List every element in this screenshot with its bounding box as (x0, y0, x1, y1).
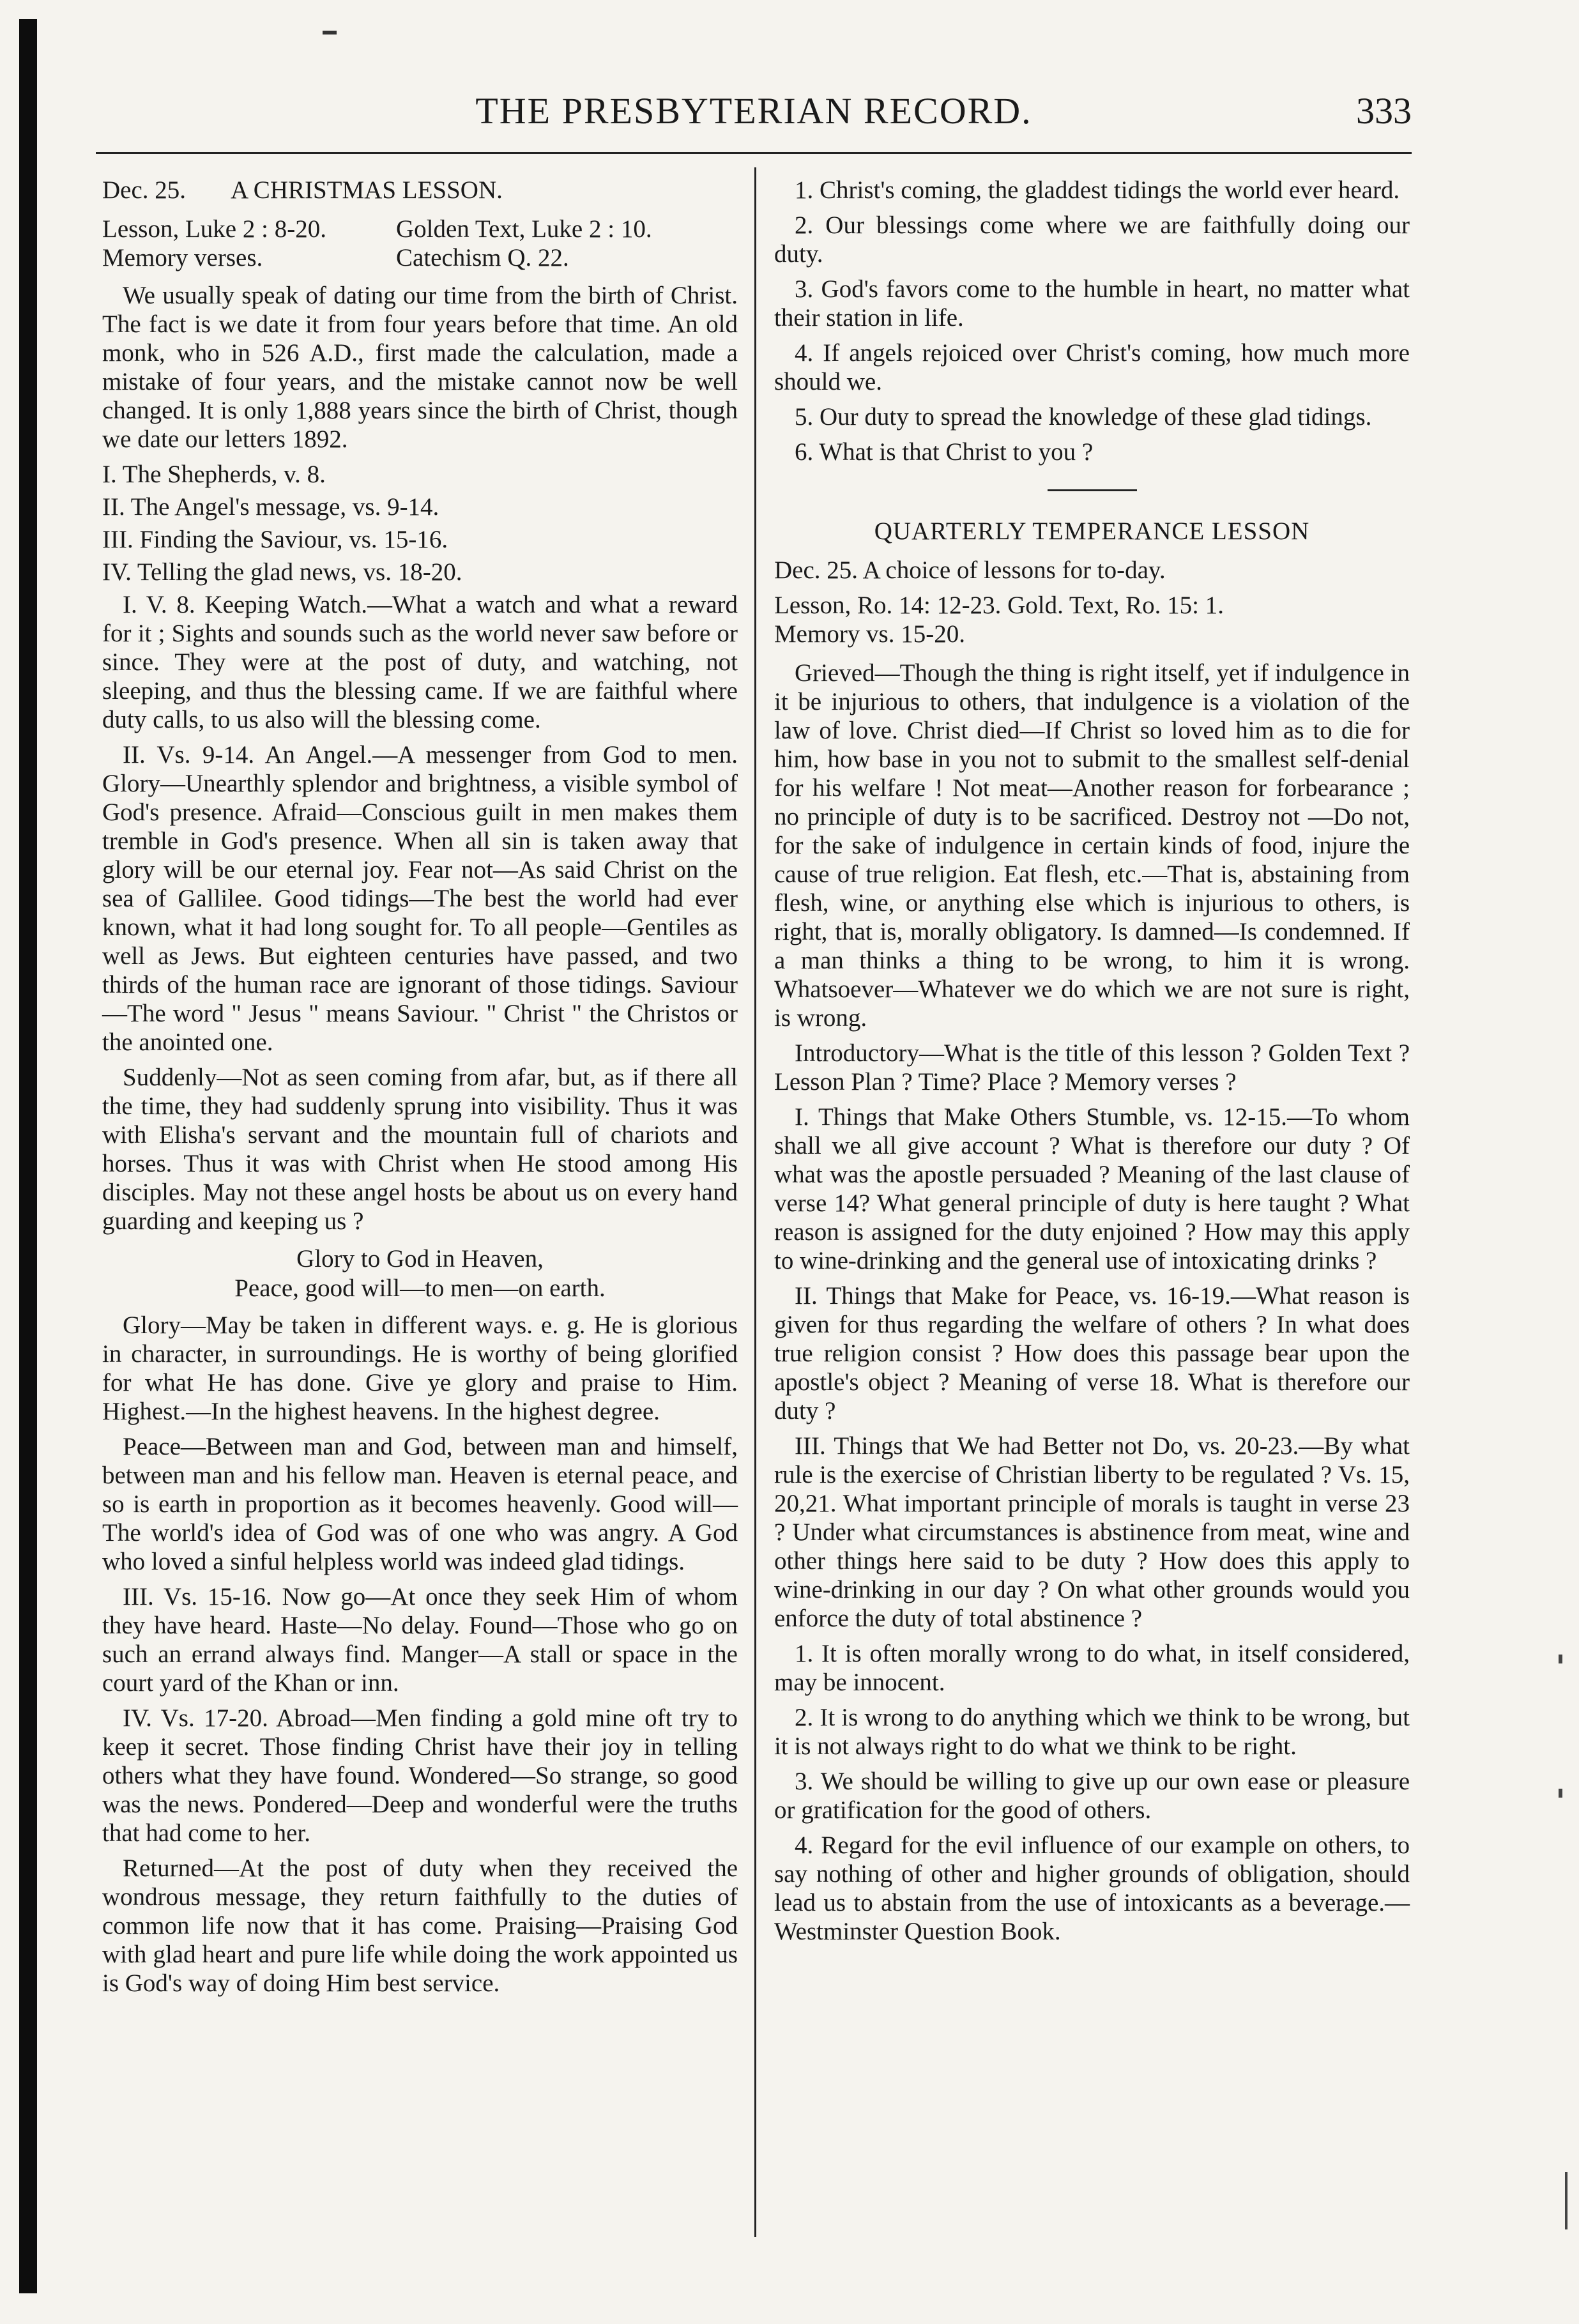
lesson-title: A CHRISTMAS LESSON. (231, 176, 503, 204)
temperance-date: Dec. 25. A choice of lessons for to-day. (774, 556, 1166, 584)
lesson-point: 3. God's favors come to the humble in heart, no matter what their station in life. (774, 275, 1410, 332)
teaching-point: 3. We should be willing to give up our own ease or pleasure or gratification for the good of others. (774, 1768, 1410, 1824)
lesson-point: 6. What is that Christ to you ? (795, 438, 1094, 466)
left-column (102, 176, 738, 2004)
paragraph-glory: Glory—May be taken in different ways. e. g. He is glorious in character, in surroundings. He is worthy of being glorified for what He has done. Give ye glory and praise to Him. Highest.—In the highest heavens. In the highest degree. (102, 1311, 738, 1425)
paragraph-keeping-watch: I. V. 8. Keeping Watch.—What a watch and what a reward for it ; Sights and sounds such as the world never saw before or since. They were at the post of duty, and watching, not sleeping, and thus the blessing came. If we are faithful where duty calls, to us also will the blessing come. (102, 591, 738, 733)
header-rule (96, 152, 1412, 154)
binding-edge (19, 19, 37, 2293)
verse-quote (102, 1244, 738, 1303)
outline-item: II. The Angel's message, vs. 9-14. (102, 493, 439, 521)
margin-speck (1565, 2172, 1568, 2229)
paragraph-peace-questions: II. Things that Make for Peace, vs. 16-19.—What reason is given for thus regarding the welfare of others ? In what does true religion consist ? How does this passage bear upon the apostle's object ? Meaning of verse 18. What is therefore our duty ? (774, 1282, 1410, 1425)
lesson-point: 1. Christ's coming, the gladdest tidings the world ever heard. (795, 176, 1400, 204)
temperance-memory: Memory vs. 15-20. (774, 620, 965, 648)
lesson-point: 2. Our blessings come where we are faithfully doing our duty. (774, 211, 1410, 268)
lesson-heading (102, 176, 738, 204)
catechism-ref: Catechism Q. 22. (396, 244, 569, 271)
lesson-meta-row-2 (102, 243, 738, 272)
verse-line: Peace, good will—to men—on earth. (234, 1274, 606, 1302)
teaching-point: 2. It is wrong to do anything which we think to be wrong, but it is not always right to do what we think to be right. (774, 1704, 1410, 1760)
temperance-lesson-ref: Lesson, Ro. 14: 12-23. Gold. Text, Ro. 15: 1. (774, 592, 1224, 619)
section-separator (1048, 489, 1137, 491)
printer-mark (323, 31, 337, 34)
paragraph-stumble: I. Things that Make Others Stumble, vs. 12-15.—To whom shall we all give account ? What is therefore our duty ? Of what was the apostle persuaded ? Meaning of the last clause of verse 14? What general principle of duty is here taught ? What reason is assigned for the duty enjoined ? How may this apply to wine-drinking and the general use of intoxicating drinks ? (774, 1103, 1410, 1274)
golden-text-ref: Golden Text, Luke 2 : 10. (396, 215, 652, 243)
lesson-meta-row-1 (102, 215, 738, 243)
column-divider (754, 167, 756, 2237)
paragraph-an-angel: II. Vs. 9-14. An Angel.—A messenger from God to men. Glory—Unearthly splendor and brightness, a visible symbol of God's presence. Afraid—Conscious guilt in men makes them tremble in God's presence. When all sin is taken away that glory will be our eternal joy. Fear not—As said Christ on the sea of Gallilee. Good tidings—The best the world had ever known, what it had long sought for. To all people—Gentiles as well as Jews. But eighteen centuries have passed, and two thirds of the human race are ignorant of those tidings. Saviour—The word " Jesus " means Saviour. " Christ " the Christos or the anointed one. (102, 741, 738, 1056)
paragraph-better-not-do: III. Things that We had Better not Do, vs. 20-23.—By what rule is the exercise of Christian liberty to be regulated ? Vs. 15, 20,21. What important principle of morals is taught in verse 23 ? Under what circumstances is abstinence from meat, wine and other things here said to be duty ? How does this apply to wine-drinking in our day ? On what other grounds would you enforce the duty of total abstinence ? (774, 1432, 1410, 1632)
margin-speck (1559, 1655, 1562, 1663)
paragraph-returned: Returned—At the post of duty when they received the wondrous message, they return faithfully to the duties of common life now that it has come. Praising—Praising God with glad heart and pure life while doing the work appointed us is God's way of doing Him best service. (102, 1854, 738, 1997)
lesson-ref: Lesson, Luke 2 : 8-20. (102, 215, 326, 243)
journal-title: THE PRESBYTERIAN RECORD. (475, 90, 1032, 132)
paragraph-peace: Peace—Between man and God, between man and himself, between man and his fellow man. Heaven is eternal peace, and so is earth in proportion as it becomes heavenly. Good will—The world's idea of God was of one who was angry. A God who loved a sinful helpless world was indeed glad tidings. (102, 1433, 738, 1575)
temperance-section-title: QUARTERLY TEMPERANCE LESSON (874, 517, 1310, 545)
lesson-point: 5. Our duty to spread the knowledge of these glad tidings. (795, 403, 1372, 431)
paragraph-now-go: III. Vs. 15-16. Now go—At once they seek Him of whom they have heard. Haste—No delay. Found—Those who go on such an errand always find. Manger—A stall or space in the court yard of the Khan or inn. (102, 1583, 738, 1697)
outline-item: I. The Shepherds, v. 8. (102, 461, 326, 488)
paragraph-grieved: Grieved—Though the thing is right itself, yet if indulgence in it be injurious to others, that indulgence is a violation of the law of love. Christ died—If Christ so loved him as to die for him, how base in you not to submit to the smallest self-denial for his welfare ! Not meat—Another reason for forbearance ; no principle of duty is to be sacrificed. Destroy not —Do not, for the sake of indulgence in certain kinds of food, injure the cause of true religion. Eat flesh, etc.—That is, abstaining from flesh, wine, or anything else which is injurious to others, is right, that is, morally obligatory. Is damned—Is condemned. If a man thinks a thing to be wrong, to him it is wrong. Whatsoever—Whatever we do which we are not sure is right, is wrong. (774, 659, 1410, 1032)
page-header (96, 89, 1412, 141)
paragraph-introductory: Introductory—What is the title of this lesson ? Golden Text ? Lesson Plan ? Time? Place ? Memory verses ? (774, 1039, 1410, 1096)
lesson-point: 4. If angels rejoiced over Christ's coming, how much more should we. (774, 339, 1410, 395)
outline-item: IV. Telling the glad news, vs. 18-20. (102, 558, 462, 586)
paragraph-suddenly: Suddenly—Not as seen coming from afar, but, as if there all the time, they had suddenly sprung into visibility. Thus it was with Elisha's servant and the mountain full of chariots and horses. Thus it was with Christ when He stood among His disciples. May not these angel hosts be about us on every hand guarding and keeping us ? (102, 1064, 738, 1235)
verse-line: Glory to God in Heaven, (296, 1245, 544, 1273)
margin-speck (1559, 1789, 1562, 1798)
teaching-point: 4. Regard for the evil influence of our example on others, to say nothing of other and higher grounds of obligation, should lead us to abstain from the use of intoxicants as a beverage.—Westminster Question Book. (774, 1831, 1410, 1945)
memory-verses: Memory verses. (102, 244, 263, 271)
lesson-date: Dec. 25. (102, 176, 187, 204)
teaching-point: 1. It is often morally wrong to do what, in itself considered, may be innocent. (774, 1640, 1410, 1696)
paragraph-abroad: IV. Vs. 17-20. Abroad—Men finding a gold mine oft try to keep it secret. Those finding Christ have their joy in telling others what they have found. Wondered—So strange, so good was the news. Pondered—Deep and wonderful were the truths that had come to her. (102, 1704, 738, 1847)
lesson-outline (102, 460, 738, 586)
right-column (774, 176, 1410, 1952)
intro-paragraph: We usually speak of dating our time from the birth of Christ. The fact is we date it from four years before that time. An old monk, who in 526 A.D., first made the calculation, made a mistake of four years, and the mistake cannot now be well changed. It is only 1,888 years since the birth of Christ, though we date our letters 1892. (102, 282, 738, 453)
page-number: 333 (1356, 90, 1412, 132)
outline-item: III. Finding the Saviour, vs. 15-16. (102, 526, 448, 553)
